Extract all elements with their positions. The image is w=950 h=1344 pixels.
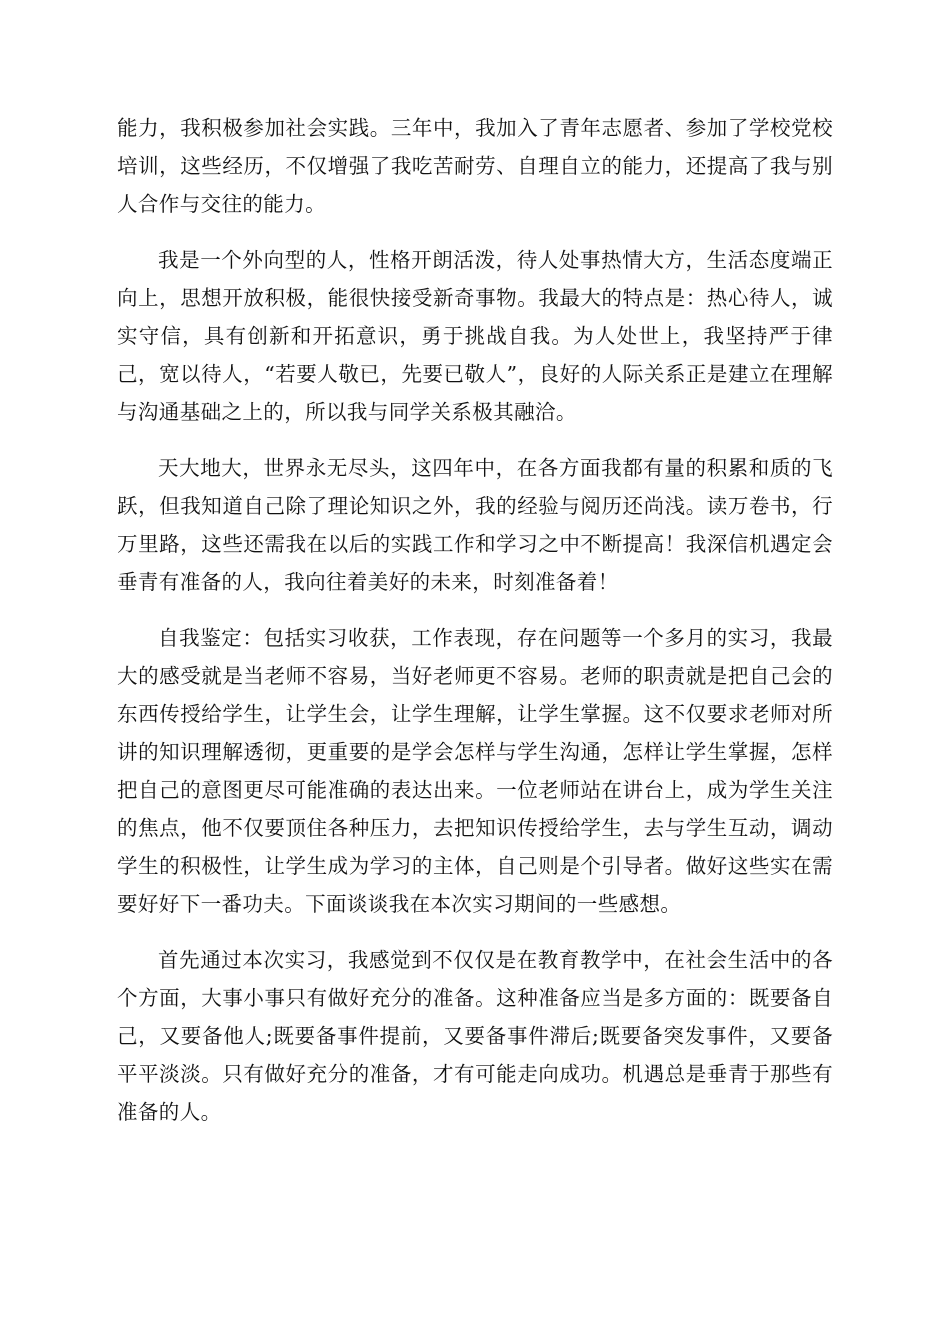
paragraph-personality: 我是一个外向型的人，性格开朗活泼，待人处事热情大方，生活态度端正向上，思想开放积极，能很快接受新奇事物。我最大的特点是：热心待人，诚实守信，具有创新和开拓意识，勇于挑战自我。为人处世上，我坚持严于律己，宽以待人，“若要人敬已，先要已敬人”，良好的人际关系正是建立在理解与沟通基础之上的，所以我与同学关系极其融洽。: [117, 248, 833, 424]
paragraph-self-assessment: 自我鉴定：包括实习收获，工作表现，存在问题等一个多月的实习，我最大的感受就是当老师不容易，当好老师更不容易。老师的职责就是把自己会的东西传授给学生，让学生会，让学生理解，让学生掌握。这不仅要求老师对所讲的知识理解透彻，更重要的是学会怎样与学生沟通，怎样让学生掌握，怎样把自己的意图更尽可能准确的表达出来。一位老师站在讲台上，成为学生关注的焦点，他不仅要顶住各种压力，去把知识传授给学生，去与学生互动，调动学生的积极性，让学生成为学习的主体，自己则是个引导者。做好这些实在需要好好下一番功夫。下面谈谈我在本次实习期间的一些感想。: [117, 626, 833, 916]
paragraph-continuation: 能力，我积极参加社会实践。三年中，我加入了青年志愿者、参加了学校党校培训，这些经历，不仅增强了我吃苦耐劳、自理自立的能力，还提高了我与别人合作与交往的能力。: [117, 116, 833, 216]
paragraph-aspiration: 天大地大，世界永无尽头，这四年中，在各方面我都有量的积累和质的飞跃，但我知道自己除了理论知识之外，我的经验与阅历还尚浅。读万卷书，行万里路，这些还需我在以后的实践工作和学习之中不断提高！我深信机遇定会垂青有准备的人，我向往着美好的未来，时刻准备着！: [117, 456, 833, 594]
paragraph-preparation: 首先通过本次实习，我感觉到不仅仅是在教育教学中，在社会生活中的各个方面，大事小事只有做好充分的准备。这种准备应当是多方面的：既要备自己，又要备他人;既要备事件提前，又要备事件滞后;既要备突发事件，又要备平平淡淡。只有做好充分的准备，才有可能走向成功。机遇总是垂青于那些有准备的人。: [117, 948, 833, 1124]
document-body: [117, 109, 833, 1149]
